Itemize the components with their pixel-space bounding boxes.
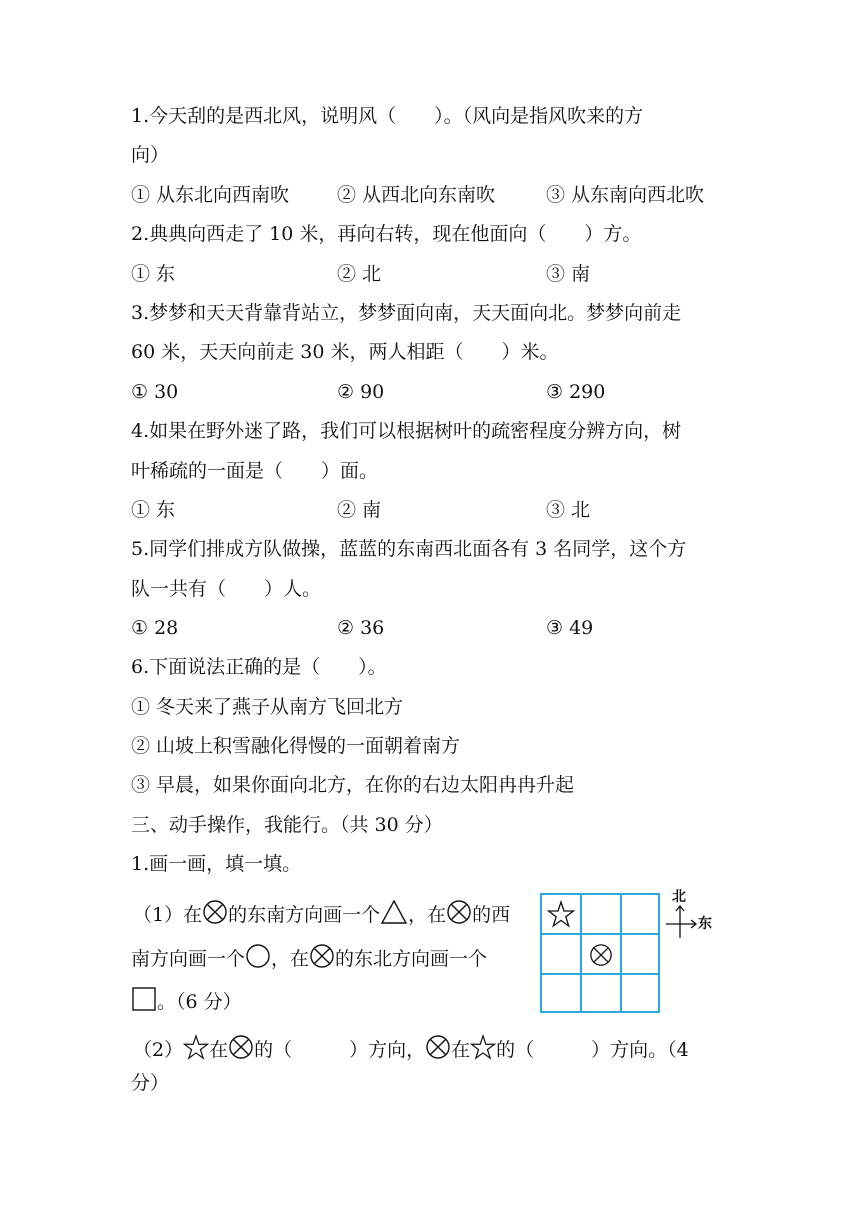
part2-text-t2: 在	[209, 1039, 229, 1061]
q6-stem: 6.下面说法正确的是（ ）。	[131, 656, 387, 678]
part1-text-a2: 的东南方向画一个	[228, 904, 381, 926]
part2-text-t3: 的（ ）方向，	[254, 1039, 426, 1061]
part2-text-t5: 的（ ）方向。（4	[496, 1039, 689, 1061]
part1-line1	[133, 899, 510, 925]
circle-x-icon	[589, 943, 613, 967]
grid-line	[542, 973, 658, 975]
triangle-icon	[380, 899, 408, 925]
part2-line2: 分）	[131, 1072, 170, 1094]
q5-option-2: ② 36	[337, 617, 385, 639]
q2-stem: 2.典典向西走了 10 米，再向右转，现在他面向（ ）方。	[131, 223, 642, 245]
grid-line	[580, 895, 582, 1011]
part1-line2	[131, 943, 487, 969]
q5-stem-line1: 5.同学们排成方队做操，蓝蓝的东南西北面各有 3 名同学，这个方	[131, 538, 687, 560]
compass	[664, 890, 716, 942]
circle-x-icon	[446, 899, 472, 925]
circle-x-icon	[202, 899, 228, 925]
q2-option-3: ③ 南	[546, 263, 591, 285]
q3-option-1: ① 30	[131, 381, 179, 403]
part2-line1	[133, 1034, 689, 1060]
draw-title: 1.画一画，填一填。	[131, 853, 302, 875]
star-icon	[183, 1034, 209, 1060]
q4-option-3: ③ 北	[546, 499, 591, 521]
q6-option-1: ① 冬天来了燕子从南方飞回北方	[131, 696, 404, 718]
star-icon	[470, 1034, 496, 1060]
direction-grid	[540, 893, 660, 1013]
q1-stem-line2: 向）	[131, 144, 170, 166]
q2-option-1: ① 东	[131, 263, 176, 285]
q1-option-1: ① 从东北向西南吹	[131, 184, 290, 206]
part1-text-c1: 。（6 分）	[157, 991, 242, 1013]
q3-stem-line2: 60 米，天天向前走 30 米，两人相距（ ）米。	[131, 341, 559, 363]
part1-text-a3: ，在	[408, 904, 447, 926]
grid-line	[542, 933, 658, 935]
q1-stem-line1: 1.今天刮的是西北风，说明风（ ）。（风向是指风吹来的方	[131, 105, 644, 127]
compass-north-label: 北	[672, 889, 686, 905]
q1-option-3: ③ 从东南向西北吹	[546, 184, 705, 206]
q3-option-3: ③ 290	[546, 381, 606, 403]
part2-text-t1: （2）	[133, 1039, 184, 1061]
circle-x-icon	[309, 943, 335, 969]
q5-stem-line2: 队一共有（ ）人。	[131, 578, 322, 600]
q5-option-1: ① 28	[131, 617, 179, 639]
part1-text-b2: ，在	[271, 948, 310, 970]
q6-option-3: ③ 早晨，如果你面向北方，在你的右边太阳冉冉升起	[131, 774, 575, 796]
q1-option-2: ② 从西北向东南吹	[337, 184, 496, 206]
q4-option-2: ② 南	[337, 499, 382, 521]
grid-line	[620, 895, 622, 1011]
part1-line3	[131, 986, 242, 1012]
part2-text-t4: 在	[451, 1039, 471, 1061]
q4-stem-line1: 4.如果在野外迷了路，我们可以根据树叶的疏密程度分辨方向，树	[131, 420, 682, 442]
circle-x-icon	[228, 1034, 254, 1060]
q2-option-2: ② 北	[337, 263, 382, 285]
part1-text-a1: （1）在	[133, 904, 203, 926]
star-icon	[547, 900, 575, 928]
q4-stem-line2: 叶稀疏的一面是（ ）面。	[131, 460, 379, 482]
compass-east-label: 东	[698, 916, 712, 932]
circle-icon	[245, 943, 271, 969]
q6-option-2: ② 山坡上积雪融化得慢的一面朝着南方	[131, 735, 461, 757]
square-icon	[131, 986, 157, 1012]
part1-text-a4: 的西	[472, 904, 511, 926]
q5-option-3: ③ 49	[546, 617, 594, 639]
circle-x-icon	[425, 1034, 451, 1060]
q3-option-2: ② 90	[337, 381, 385, 403]
part1-text-b1: 南方向画一个	[131, 948, 246, 970]
q3-stem-line1: 3.梦梦和天天背靠背站立，梦梦面向南，天天面向北。梦梦向前走	[131, 302, 682, 324]
section3-heading: 三、动手操作，我能行。（共 30 分）	[131, 814, 443, 836]
q4-option-1: ① 东	[131, 499, 176, 521]
part1-text-b3: 的东北方向画一个	[335, 948, 488, 970]
compass-arrows-icon	[664, 904, 698, 940]
